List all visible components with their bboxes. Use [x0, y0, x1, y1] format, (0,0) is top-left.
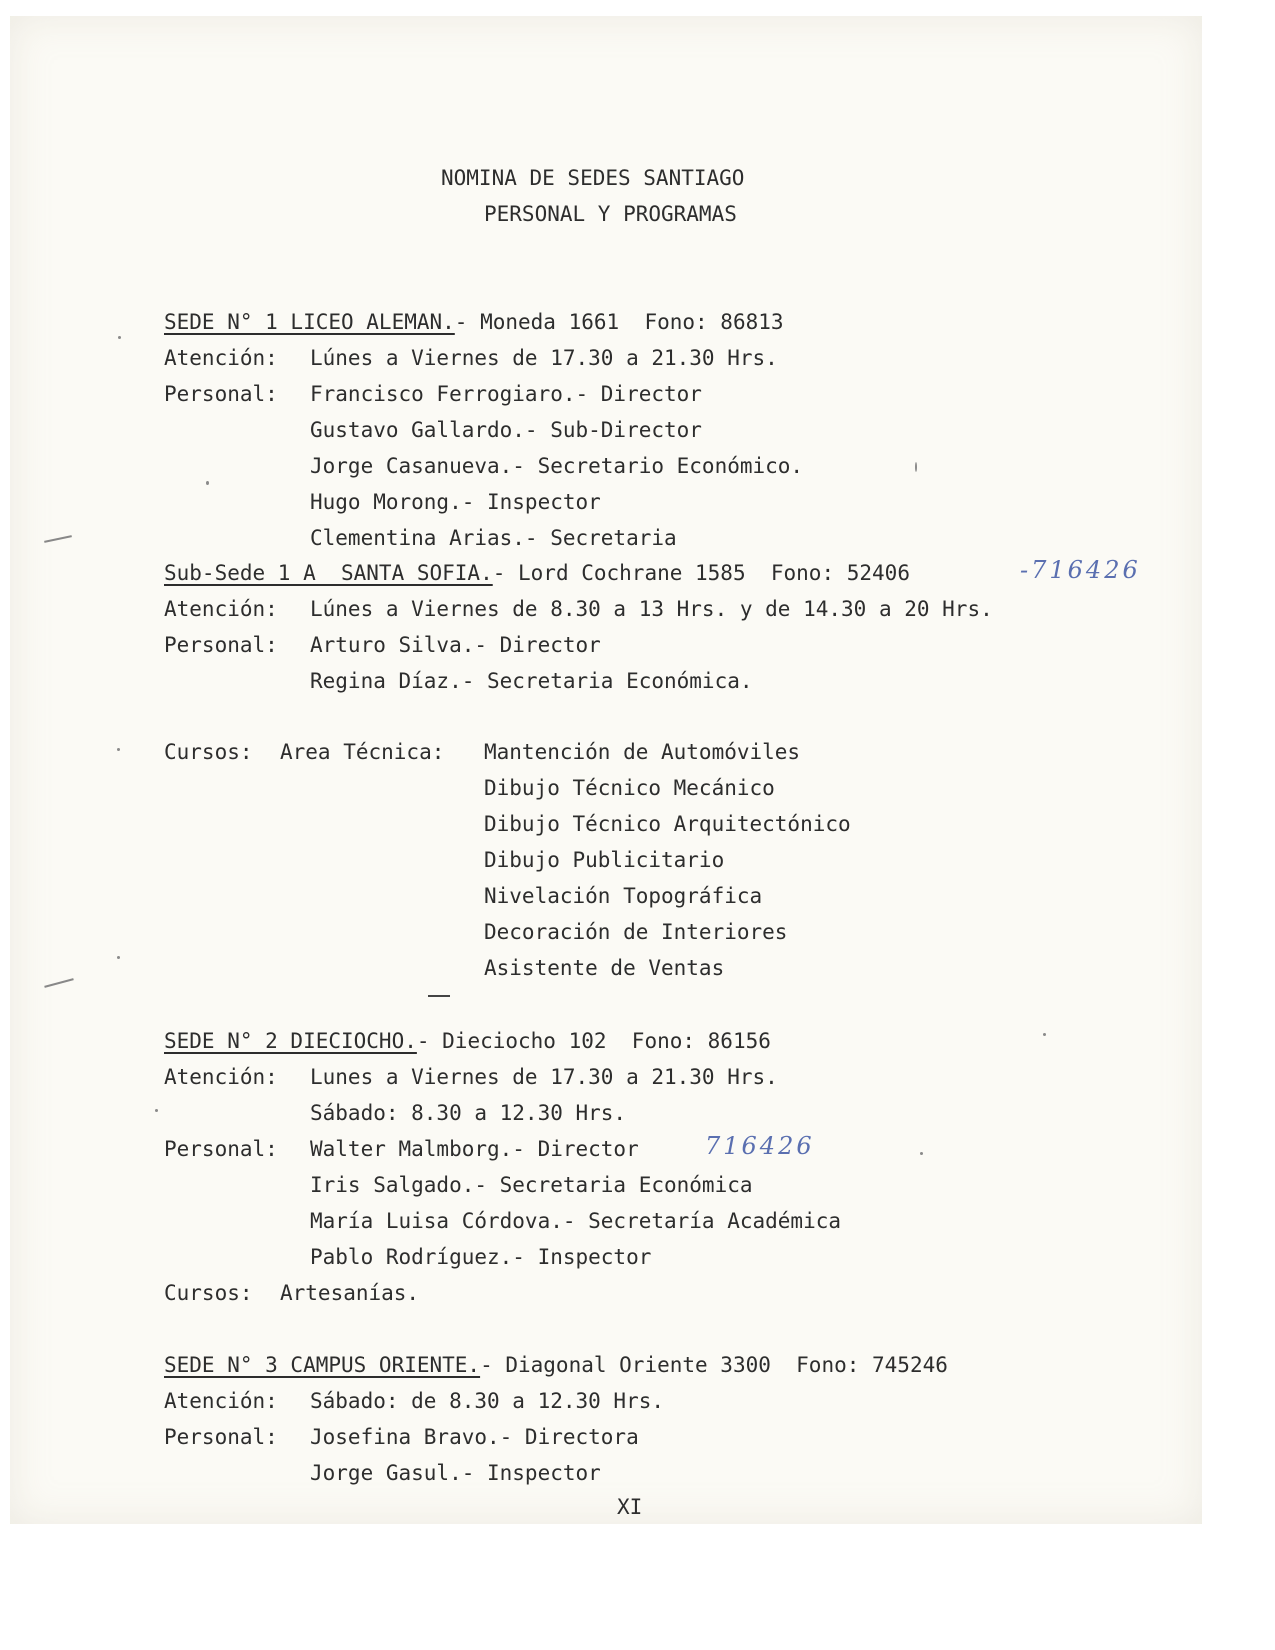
- subsede1a-heading: [164, 563, 910, 584]
- subsede1a-atencion: Lúnes a Viernes de 8.30 a 13 Hrs. y de 14.30 a 20 Hrs.: [310, 597, 993, 621]
- paper-speck: [117, 748, 120, 751]
- paper-speck: [117, 956, 120, 959]
- paper-speck: [915, 462, 917, 472]
- subsede1a-curso-0: Mantención de Automóviles: [484, 740, 801, 764]
- paper-speck: [155, 1109, 158, 1112]
- sede1-personal-4: Clementina Arias.- Secretaria: [310, 526, 677, 550]
- document-subtitle: PERSONAL Y PROGRAMAS: [484, 202, 737, 226]
- paper-speck: [920, 1152, 923, 1155]
- document-title: NOMINA DE SEDES SANTIAGO: [441, 166, 745, 190]
- sede3-personal-label: Personal:: [164, 1425, 278, 1449]
- subsede1a-personal-1: Regina Díaz.- Secretaria Económica.: [310, 669, 753, 693]
- sede2-cursos-label: Cursos:: [164, 1281, 253, 1305]
- subsede1a-address: - Lord Cochrane 1585 Fono: 52406: [492, 561, 910, 585]
- subsede1a-curso-1: Dibujo Técnico Mecánico: [484, 776, 775, 800]
- sede1-heading: [164, 312, 784, 333]
- subsede1a-personal-0: Arturo Silva.- Director: [310, 633, 601, 657]
- sede1-atencion-label: Atención:: [164, 346, 278, 370]
- subsede1a-personal-label: Personal:: [164, 633, 278, 657]
- sede2-personal-3: Pablo Rodríguez.- Inspector: [310, 1245, 652, 1269]
- subsede1a-curso-3: Dibujo Publicitario: [484, 848, 725, 872]
- subsede1a-cursos-label: Cursos:: [164, 740, 253, 764]
- sede1-personal-1: Gustavo Gallardo.- Sub-Director: [310, 418, 702, 442]
- sede2-personal-label: Personal:: [164, 1137, 278, 1161]
- subsede1a-curso-2: Dibujo Técnico Arquitectónico: [484, 812, 851, 836]
- sede2-personal-0: Walter Malmborg.- Director: [310, 1137, 639, 1161]
- sede2-personal-2: María Luisa Córdova.- Secretaría Académica: [310, 1209, 842, 1233]
- subsede1a-curso-4: Nivelación Topográfica: [484, 884, 763, 908]
- sede1-personal-3: Hugo Morong.- Inspector: [310, 490, 601, 514]
- paper-speck: [118, 336, 121, 339]
- sede1-name: SEDE N° 1 LICEO ALEMAN.: [164, 310, 455, 334]
- sede1-personal-2: Jorge Casanueva.- Secretario Económico.: [310, 454, 804, 478]
- subsede1a-name: Sub-Sede 1 A SANTA SOFIA.: [164, 561, 493, 585]
- sede3-personal-0: Josefina Bravo.- Directora: [310, 1425, 639, 1449]
- sede3-atencion-label: Atención:: [164, 1389, 278, 1413]
- sede2-handwritten-phone: 716426: [705, 1132, 815, 1160]
- sede2-address: - Dieciocho 102 Fono: 86156: [416, 1029, 771, 1053]
- sede3-atencion: Sábado: de 8.30 a 12.30 Hrs.: [310, 1389, 665, 1413]
- sede3-heading: [164, 1355, 948, 1376]
- sede2-heading: [164, 1031, 771, 1052]
- sede2-cursos: Artesanías.: [280, 1281, 420, 1305]
- subsede1a-curso-6: Asistente de Ventas: [484, 956, 725, 980]
- subsede1a-area-label: Area Técnica:: [280, 740, 445, 764]
- page-number: XI: [617, 1495, 643, 1519]
- paper-speck: [206, 481, 209, 485]
- paper-speck: [1043, 1033, 1046, 1036]
- sede2-atencion: Lunes a Viernes de 17.30 a 21.30 Hrs.: [310, 1065, 778, 1089]
- subsede1a-curso-5: Decoración de Interiores: [484, 920, 788, 944]
- sede1-personal-0: Francisco Ferrogiaro.- Director: [310, 382, 702, 406]
- sede2-atencion-label: Atención:: [164, 1065, 278, 1089]
- sede1-address: - Moneda 1661 Fono: 86813: [454, 310, 784, 334]
- subsede1a-atencion-label: Atención:: [164, 597, 278, 621]
- sede1-atencion: Lúnes a Viernes de 17.30 a 21.30 Hrs.: [310, 346, 778, 370]
- sede3-personal-1: Jorge Gasul.- Inspector: [310, 1461, 601, 1485]
- sede2-atencion-sabado: Sábado: 8.30 a 12.30 Hrs.: [310, 1101, 627, 1125]
- paper-mark: [428, 995, 450, 997]
- sede1-personal-label: Personal:: [164, 382, 278, 406]
- sede2-name: SEDE N° 2 DIECIOCHO.: [164, 1029, 417, 1053]
- subsede1a-handwritten-phone: -716426: [1020, 556, 1141, 584]
- sede2-personal-1: Iris Salgado.- Secretaria Económica: [310, 1173, 753, 1197]
- sede3-address: - Diagonal Oriente 3300 Fono: 745246: [480, 1353, 948, 1377]
- sede3-name: SEDE N° 3 CAMPUS ORIENTE.: [164, 1353, 481, 1377]
